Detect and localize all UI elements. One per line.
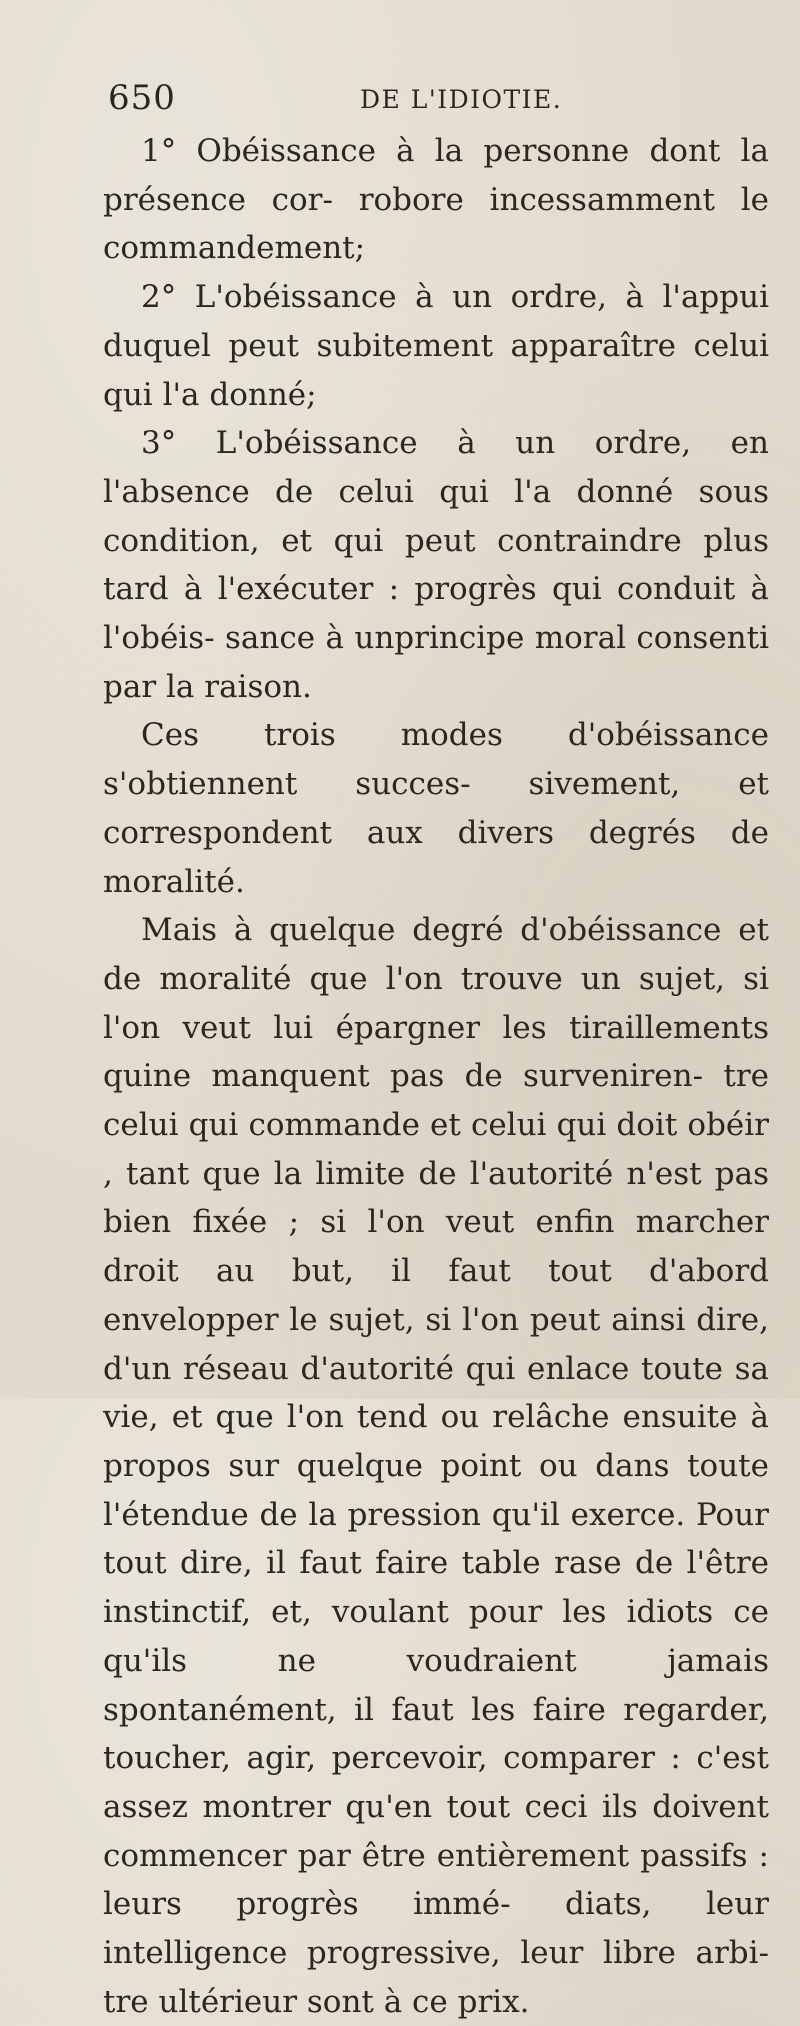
paragraph-item-2: 2° L'obéissance à un ordre, à l'appui duquel peut subitement apparaître celui qui l'a donné;: [103, 279, 769, 413]
paragraph-main: Mais à quelque degré d'obéissance et de moralité que l'on trouve un sujet, si l'on veut lui épargner les tiraillements quine manquent pas de surveniren- tre celui qui commande et celui qui doit obéir , tant que la limite de l'autorité n'est pas bien fixée ; si l'on veut enfin marcher droit au but, il faut tout d'abord envelopper le sujet, si l'on peut ainsi dire, d'un réseau d'autorité qui enlace toute sa vie, et que l'on tend ou relâche ensuite à propos sur quelque point ou dans toute l'étendue de la pression qu'il exerce. Pour tout dire, il faut faire table rase de l'être instinctif, et, voulant pour les idiots ce qu'ils ne voudraient jamais spontanément, il faut les faire regarder, toucher, agir, percevoir, comparer : c'est assez montrer qu'en tout ceci ils doivent commencer par être entièrement passifs : leurs progrès immé- diats, leur intelligence progressive, leur libre arbi- tre ultérieur sont à ce prix.: [103, 912, 769, 2020]
page-number: 650: [108, 78, 176, 118]
running-title: DE L'IDIOTIE.: [360, 85, 563, 114]
paragraph-modes: Ces trois modes d'obéissance s'obtiennent succes- sivement, et correspondent aux divers degrés de moralité.: [103, 717, 769, 900]
body-text: [103, 127, 769, 2026]
paragraph-item-3: 3° L'obéissance à un ordre, en l'absence de celui qui l'a donné sous condition, et qui peut contraindre plus tard à l'exécuter : progrès qui conduit à l'obéis- sance à unprincipe moral consenti par la raison.: [103, 425, 769, 705]
running-head: [108, 78, 768, 118]
paragraph-item-1: 1° Obéissance à la personne dont la présence cor- robore incessamment le commandement;: [103, 133, 769, 267]
